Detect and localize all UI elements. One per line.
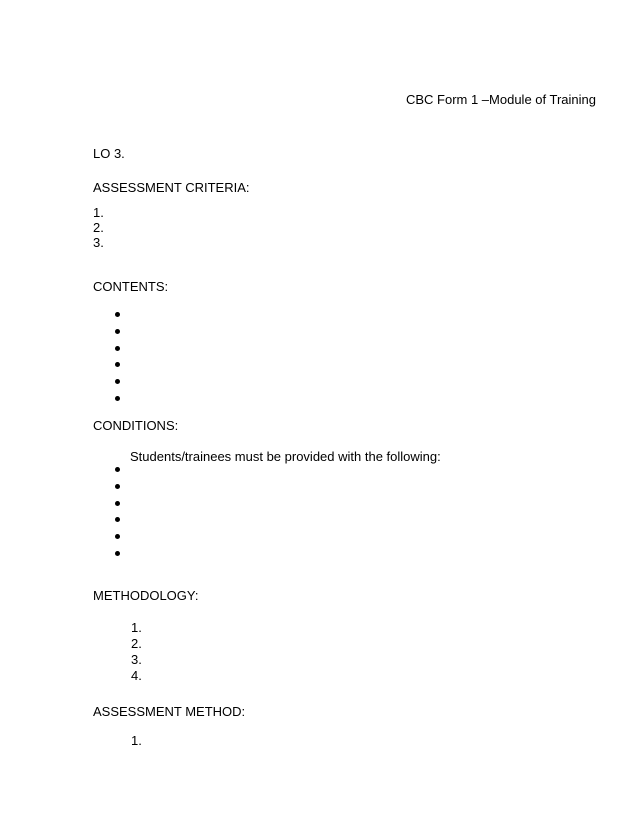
conditions-heading: CONDITIONS: — [93, 418, 179, 433]
conditions-bullet — [115, 501, 120, 506]
contents-bullet — [115, 329, 120, 334]
conditions-bullet — [115, 517, 120, 522]
methodology-item: 3. — [131, 652, 142, 667]
form-header: CBC Form 1 –Module of Training — [405, 92, 596, 107]
assessment-criteria-heading: ASSESSMENT CRITERIA: — [93, 180, 250, 195]
assessment-method-heading: ASSESSMENT METHOD: — [93, 704, 246, 719]
conditions-intro: Students/trainees must be provided with the following: — [130, 449, 441, 464]
conditions-bullet — [115, 484, 120, 489]
contents-bullet — [115, 396, 120, 401]
methodology-item: 4. — [131, 668, 142, 683]
assessment-method-item: 1. — [131, 733, 142, 748]
assessment-criteria-item: 2. — [93, 220, 104, 235]
lo-label: LO 3. — [93, 146, 125, 161]
conditions-bullet — [115, 551, 120, 556]
methodology-item: 1. — [131, 620, 142, 635]
methodology-item: 2. — [131, 636, 142, 651]
methodology-heading: METHODOLOGY: — [93, 588, 199, 603]
assessment-criteria-item: 1. — [93, 205, 104, 220]
contents-bullet — [115, 379, 120, 384]
assessment-criteria-item: 3. — [93, 235, 104, 250]
conditions-bullet — [115, 467, 120, 472]
contents-bullet — [115, 362, 120, 367]
contents-heading: CONTENTS: — [93, 279, 169, 294]
conditions-bullet — [115, 534, 120, 539]
contents-bullet — [115, 346, 120, 351]
contents-bullet — [115, 312, 120, 317]
